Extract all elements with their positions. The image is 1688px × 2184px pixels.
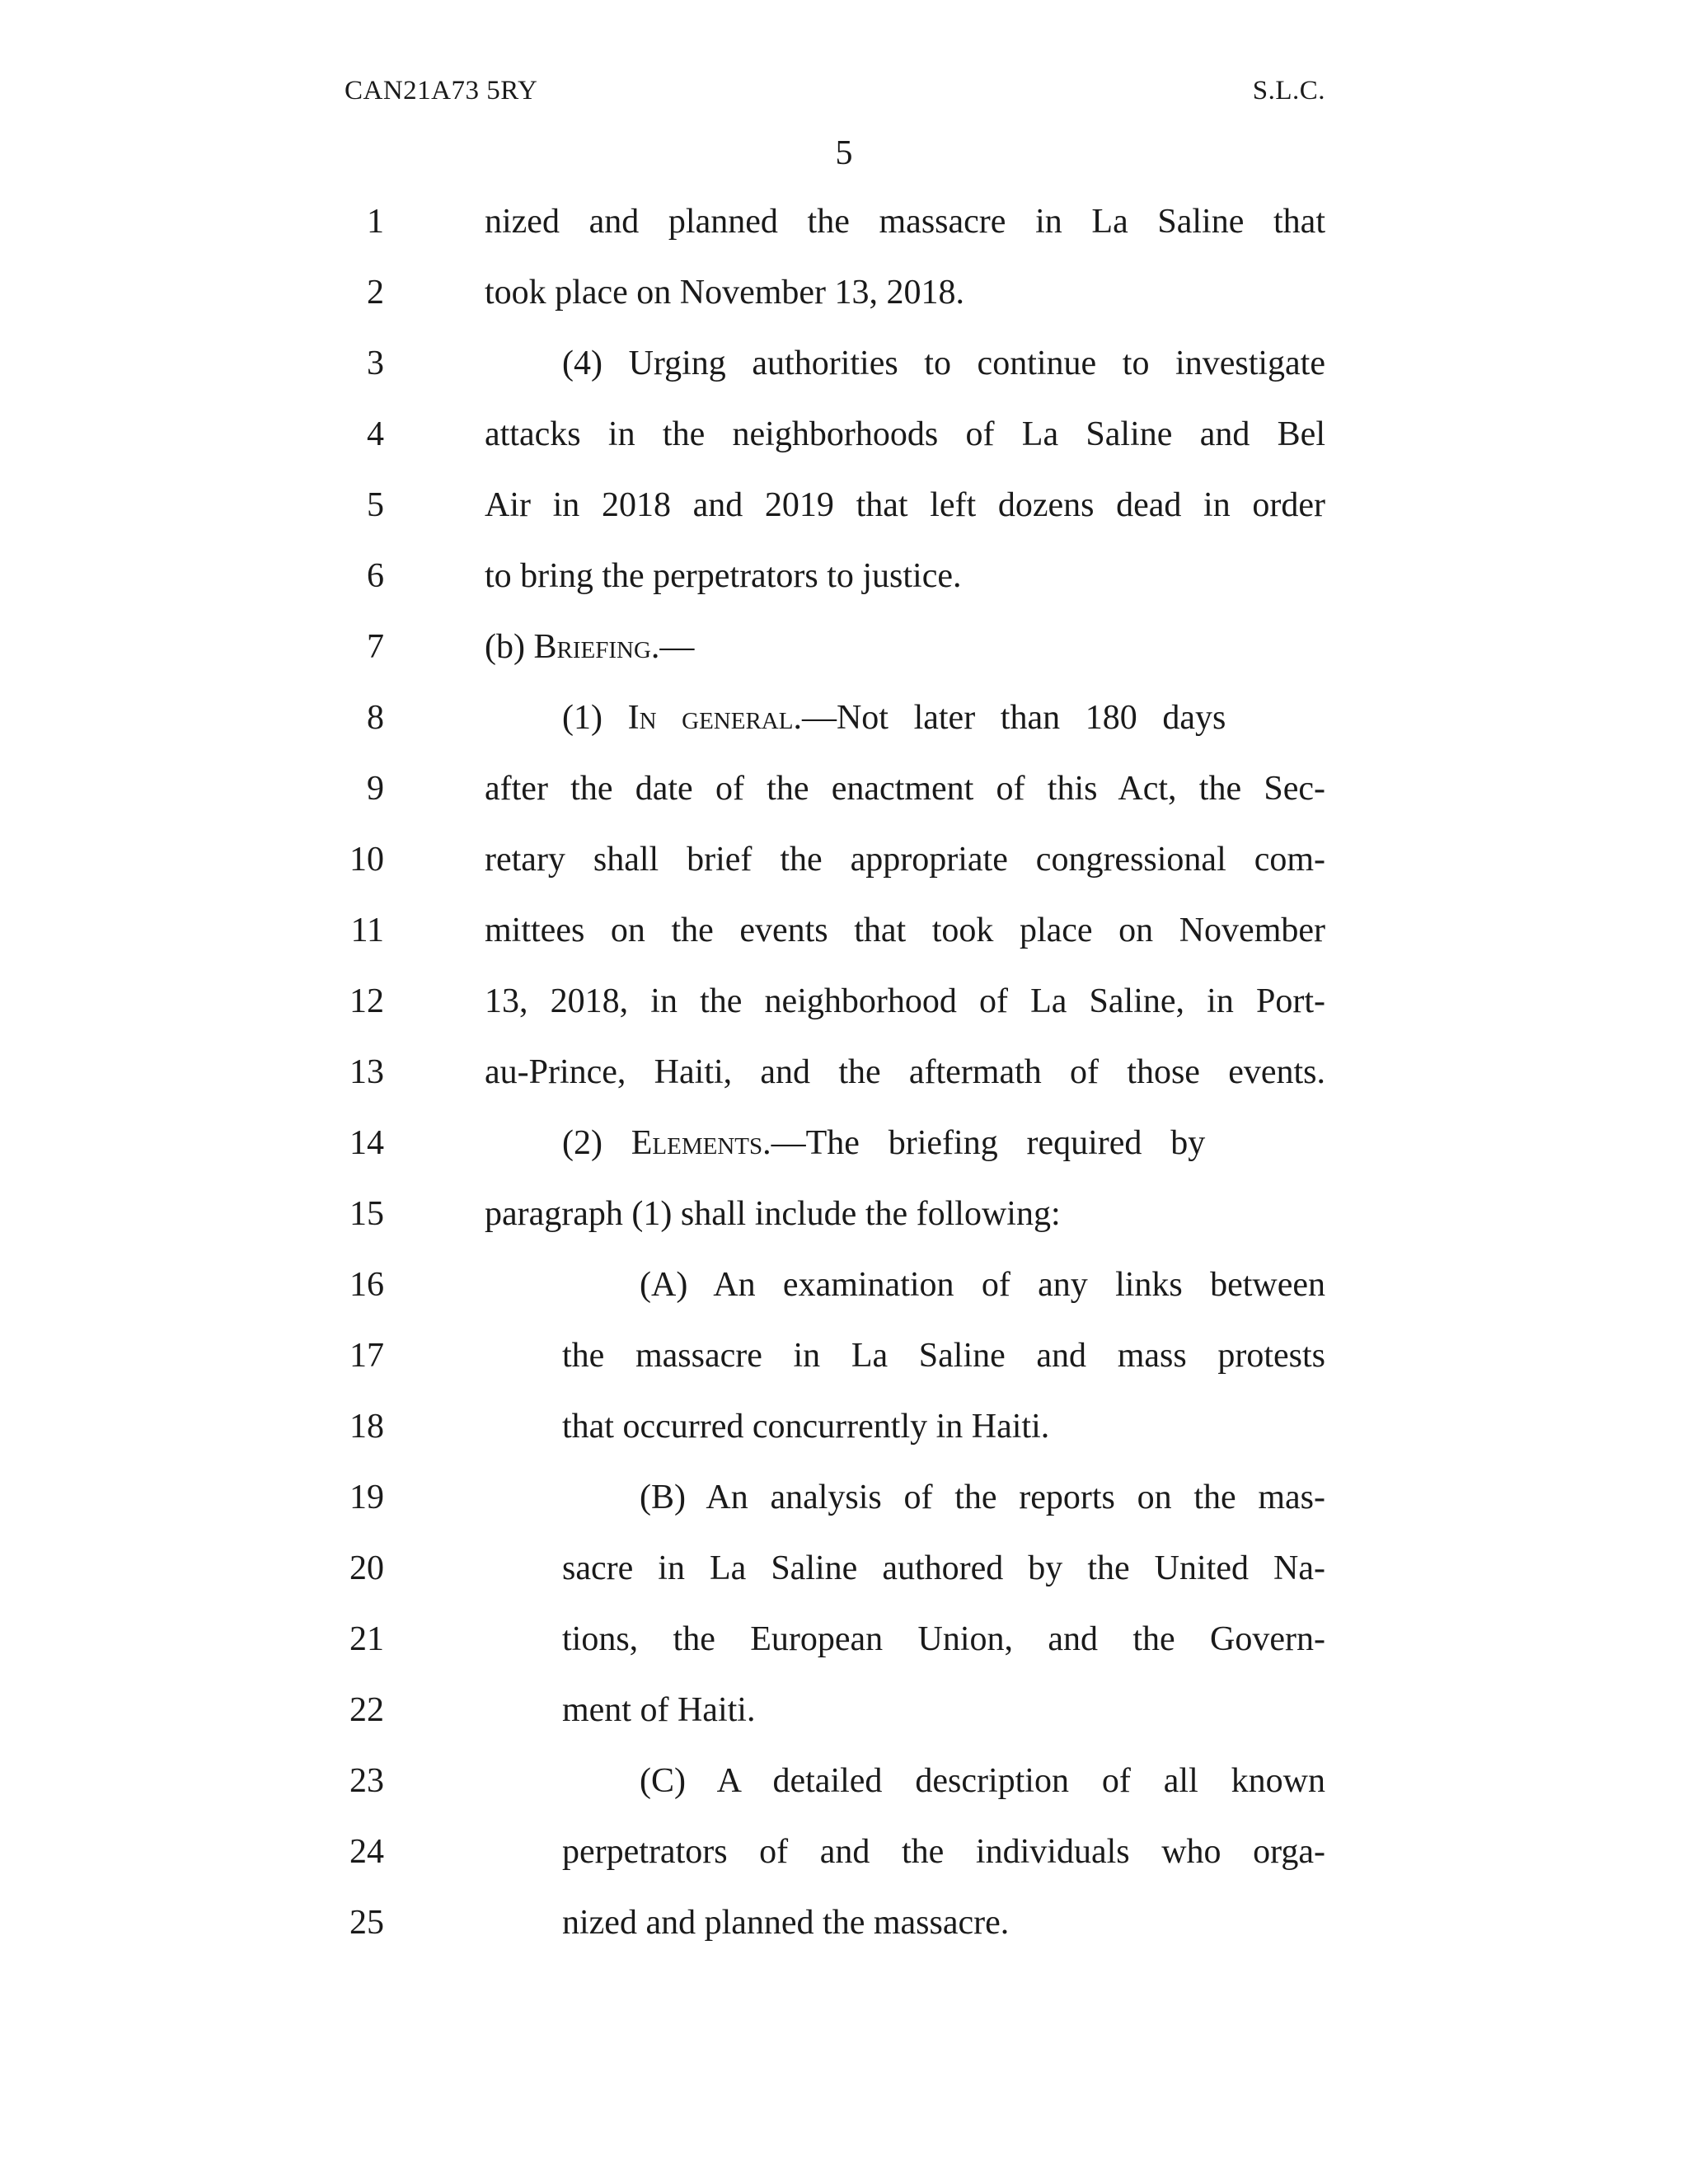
heading-dash: .— — [650, 628, 695, 666]
line-number: 8 — [367, 699, 384, 737]
line-number: 14 — [349, 1124, 384, 1162]
text-line — [0, 630, 1688, 701]
text-line — [0, 1905, 1688, 1976]
paragraph-heading: Elements — [631, 1124, 763, 1162]
text-line — [0, 204, 1688, 275]
line-text: perpetrators of and the individuals who orga- — [562, 1833, 1325, 1871]
subsection-heading: Briefing — [533, 628, 651, 666]
paragraph-label: (1) — [562, 699, 628, 737]
text-line — [0, 1693, 1688, 1764]
text-line — [0, 1409, 1688, 1480]
text-line — [0, 1197, 1688, 1268]
text-line — [0, 1622, 1688, 1693]
line-number: 13 — [349, 1053, 384, 1091]
text-line — [0, 275, 1688, 346]
text-line — [0, 842, 1688, 913]
subsection-heading-line — [485, 630, 694, 664]
line-text: the massacre in La Saline and mass protests — [562, 1337, 1325, 1375]
text-line — [0, 701, 1688, 771]
text-line — [0, 1126, 1688, 1197]
line-number: 18 — [349, 1408, 384, 1446]
subsection-label: (b) — [485, 628, 534, 666]
line-text: nized and planned the massacre in La Saline that — [485, 203, 1325, 241]
paragraph-heading-line — [562, 701, 1226, 735]
line-number: 10 — [349, 841, 384, 879]
paragraph-heading-line — [562, 1126, 1205, 1160]
paragraph-heading: In general — [627, 699, 794, 737]
text-line — [0, 771, 1688, 842]
line-text: attacks in the neighborhoods of La Saline and Bel — [485, 415, 1325, 453]
text-line — [0, 559, 1688, 630]
line-text: paragraph (1) shall include the following: — [485, 1195, 1061, 1233]
line-text: au-Prince, Haiti, and the aftermath of those events. — [485, 1053, 1325, 1091]
line-text: to bring the perpetrators to justice. — [485, 557, 962, 595]
line-number: 17 — [349, 1337, 384, 1375]
line-number: 11 — [350, 912, 384, 949]
document-id: CAN21A73 5RY — [345, 76, 538, 105]
line-number: 24 — [349, 1833, 384, 1871]
line-text: retary shall brief the appropriate congressional com- — [485, 841, 1325, 879]
line-text: (C) A detailed description of all known — [640, 1762, 1325, 1800]
line-text: Air in 2018 and 2019 that left dozens dead in order — [485, 486, 1325, 524]
text-line — [0, 488, 1688, 559]
text-line — [0, 417, 1688, 488]
text-line — [0, 1764, 1688, 1835]
paragraph-text: .—Not later than 180 days — [793, 699, 1226, 737]
text-line — [0, 1268, 1688, 1338]
line-number: 15 — [349, 1195, 384, 1233]
line-text: ment of Haiti. — [562, 1691, 756, 1729]
text-line — [0, 346, 1688, 417]
line-number: 19 — [349, 1479, 384, 1516]
line-number: 12 — [349, 982, 384, 1020]
line-text: tions, the European Union, and the Govern- — [562, 1620, 1325, 1658]
line-number: 5 — [367, 486, 384, 524]
text-line — [0, 1055, 1688, 1126]
line-number: 7 — [367, 628, 384, 666]
paragraph-text: .—The briefing required by — [762, 1124, 1206, 1162]
line-number: 20 — [349, 1549, 384, 1587]
line-number: 25 — [349, 1904, 384, 1942]
text-line — [0, 1480, 1688, 1551]
line-number: 22 — [349, 1691, 384, 1729]
line-text: took place on November 13, 2018. — [485, 274, 965, 312]
text-line — [0, 984, 1688, 1055]
text-line — [0, 1338, 1688, 1409]
line-text: nized and planned the massacre. — [562, 1904, 1010, 1942]
paragraph-label: (2) — [562, 1124, 631, 1162]
line-number: 4 — [367, 415, 384, 453]
line-number: 3 — [367, 344, 384, 382]
line-number: 2 — [367, 274, 384, 312]
line-text: (B) An analysis of the reports on the mas- — [640, 1479, 1325, 1516]
line-text: (A) An examination of any links between — [640, 1266, 1325, 1304]
line-text: 13, 2018, in the neighborhood of La Saline, in Port- — [485, 982, 1325, 1020]
line-number: 21 — [349, 1620, 384, 1658]
line-number: 1 — [367, 203, 384, 241]
line-number: 16 — [349, 1266, 384, 1304]
text-line — [0, 1835, 1688, 1905]
line-number: 23 — [349, 1762, 384, 1800]
office-code: S.L.C. — [1252, 76, 1325, 105]
line-text: (4) Urging authorities to continue to investigate — [562, 344, 1325, 382]
line-text: mittees on the events that took place on November — [485, 912, 1325, 949]
page-number: 5 — [835, 134, 853, 172]
text-line — [0, 913, 1688, 984]
line-text: after the date of the enactment of this Act, the Sec- — [485, 770, 1325, 808]
line-text: that occurred concurrently in Haiti. — [562, 1408, 1050, 1446]
line-number: 6 — [367, 557, 384, 595]
text-line — [0, 1551, 1688, 1622]
line-text: sacre in La Saline authored by the United Na- — [562, 1549, 1325, 1587]
line-number: 9 — [367, 770, 384, 808]
